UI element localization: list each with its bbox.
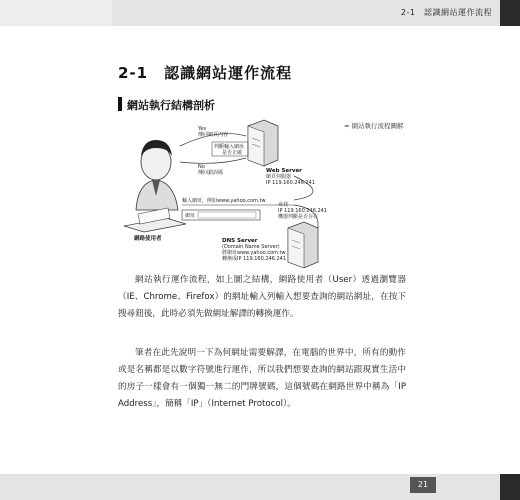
web-flow-diagram [118,118,348,268]
address-bar-label: 網址 [185,213,196,219]
page-footer [0,474,520,500]
user-label: 網路使用者 [134,236,162,242]
web-server-icon [248,120,278,166]
dns-server-icon [288,222,318,268]
chapter-title [118,62,292,83]
find-line1: 尋找 [278,202,289,208]
yes-desc: 傳回網頁內容 [198,132,229,138]
web-server-line2: IP 119.160.246.241 [266,180,316,186]
web-server-line1: 網頁伺服器 [266,174,292,180]
dns-line2: 將網址www.yahoo.com.tw [222,250,286,256]
find-line3: 機器判斷是否存在 [278,214,319,220]
dns-line1: (Domain Name Server) [222,244,280,250]
yes-label: Yes [198,126,207,132]
dns-line3: 轉換成IP 119.160.246.241 [222,256,287,262]
header-thumb-tab [500,0,520,26]
figure-caption: ≈ 網站執行流程圖解 [344,122,404,130]
running-header: 2-1 認識網站運作流程 [400,8,492,17]
input-url-label: 輸入網址，例如www.yahoo.com.tw [182,198,266,204]
header-left-block [0,0,112,26]
paragraph-1: 網站執行運作流程，如上圖之結構，網路使用者（User）透過瀏覽器（IE、Chrome、Firefox）的網址輸入列輸入想要查詢的網站網址，在按下搜尋鈕後，此時必須先做網址解譯的轉換運作。 [118,275,406,319]
no-desc: 傳回錯誤碼 [198,170,224,176]
page-number: 21 [410,477,436,493]
user-figure-icon [124,140,186,232]
judge-line2: 是否正確 [222,150,243,156]
dns-title: DNS Server [222,238,258,244]
paragraph-2: 筆者在此先說明一下為何網址需要解譯，在電腦的世界中，所有的動作或是名稱都是以數字符號進行運作，所以我們想要查詢的網站跟現實生活中的房子一樣會有一個獨一無二的門牌號碼，這個號碼在網路世界中稱為「IP Address」，簡稱「IP」（Internet Protocol）。 [118,348,406,409]
section-heading-text: 網站執行結構剖析 [127,99,215,112]
section-heading [118,97,215,113]
chapter-title-text: 認識網站運作流程 [164,64,293,82]
judge-line1: 判斷輸入網址 [214,144,245,150]
find-line2: IP 119.160.246.241 [278,208,328,214]
web-server-title: Web Server [266,168,302,174]
chapter-number: 2-1 [118,64,149,82]
footer-thumb-tab [500,474,520,500]
no-label: No [198,164,205,170]
